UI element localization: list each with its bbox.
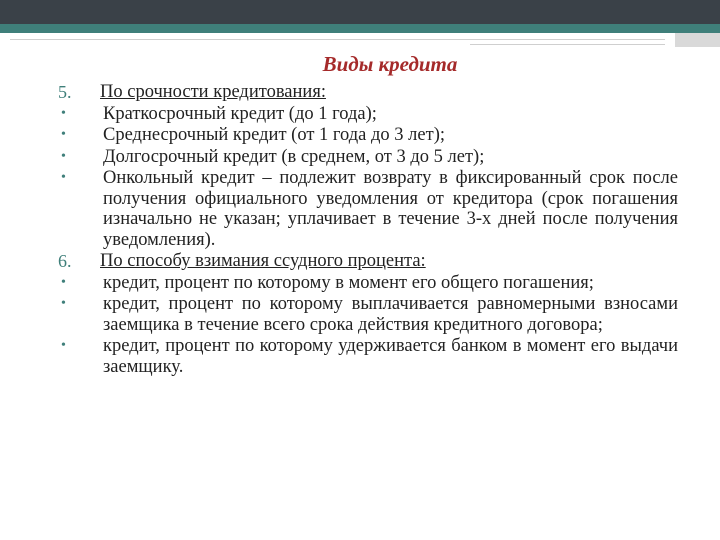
list-marker: 5. [58, 82, 72, 102]
credit-types-list [58, 82, 678, 378]
list-item [58, 147, 678, 168]
list-item-text: Среднесрочный кредит (от 1 года до 3 лет); [103, 125, 445, 145]
list-item-text: Краткосрочный кредит (до 1 года); [103, 103, 377, 124]
list-item [58, 336, 678, 377]
slide-divider [10, 39, 665, 40]
list-item [58, 251, 678, 272]
list-marker: 6. [58, 251, 72, 271]
list-item [58, 82, 678, 103]
bullet-icon: • [61, 338, 66, 353]
list-item-text: Долгосрочный кредит (в среднем, от 3 до 5 лет); [103, 146, 485, 167]
list-item [58, 168, 678, 250]
slide-title: Виды кредита [322, 52, 458, 76]
list-item [58, 125, 678, 146]
list-item [58, 104, 678, 125]
slide-right-rail [675, 33, 720, 47]
list-item-text: кредит, процент по которому удерживается банком в момент его выдачи заемщику. [103, 336, 678, 377]
slide-divider-short [470, 44, 665, 45]
slide-accent-stripe [0, 24, 720, 33]
slide-top-bar [0, 0, 720, 24]
section-heading: По способу взимания ссудного процента: [100, 251, 426, 271]
section-heading: По срочности кредитования: [100, 82, 326, 102]
bullet-icon: • [61, 127, 66, 142]
bullet-icon: • [61, 170, 66, 185]
list-item-text: кредит, процент по которому выплачивается равномерными взносами заемщика в течение всего срока действия кредитного договора; [103, 294, 678, 335]
bullet-icon: • [61, 105, 66, 121]
bullet-icon: • [61, 274, 66, 290]
list-item-text: Онкольный кредит – подлежит возврату в фиксированный срок после получения официального уведомления от кредитора (срок погашения изначально не указан; уплачивает в течение 3-х дней после получения уведомления). [103, 168, 678, 250]
list-item [58, 273, 678, 294]
bullet-icon: • [61, 296, 66, 311]
list-item [58, 294, 678, 335]
bullet-icon: • [61, 148, 66, 164]
list-item-text: кредит, процент по которому в момент его общего погашения; [103, 272, 594, 293]
